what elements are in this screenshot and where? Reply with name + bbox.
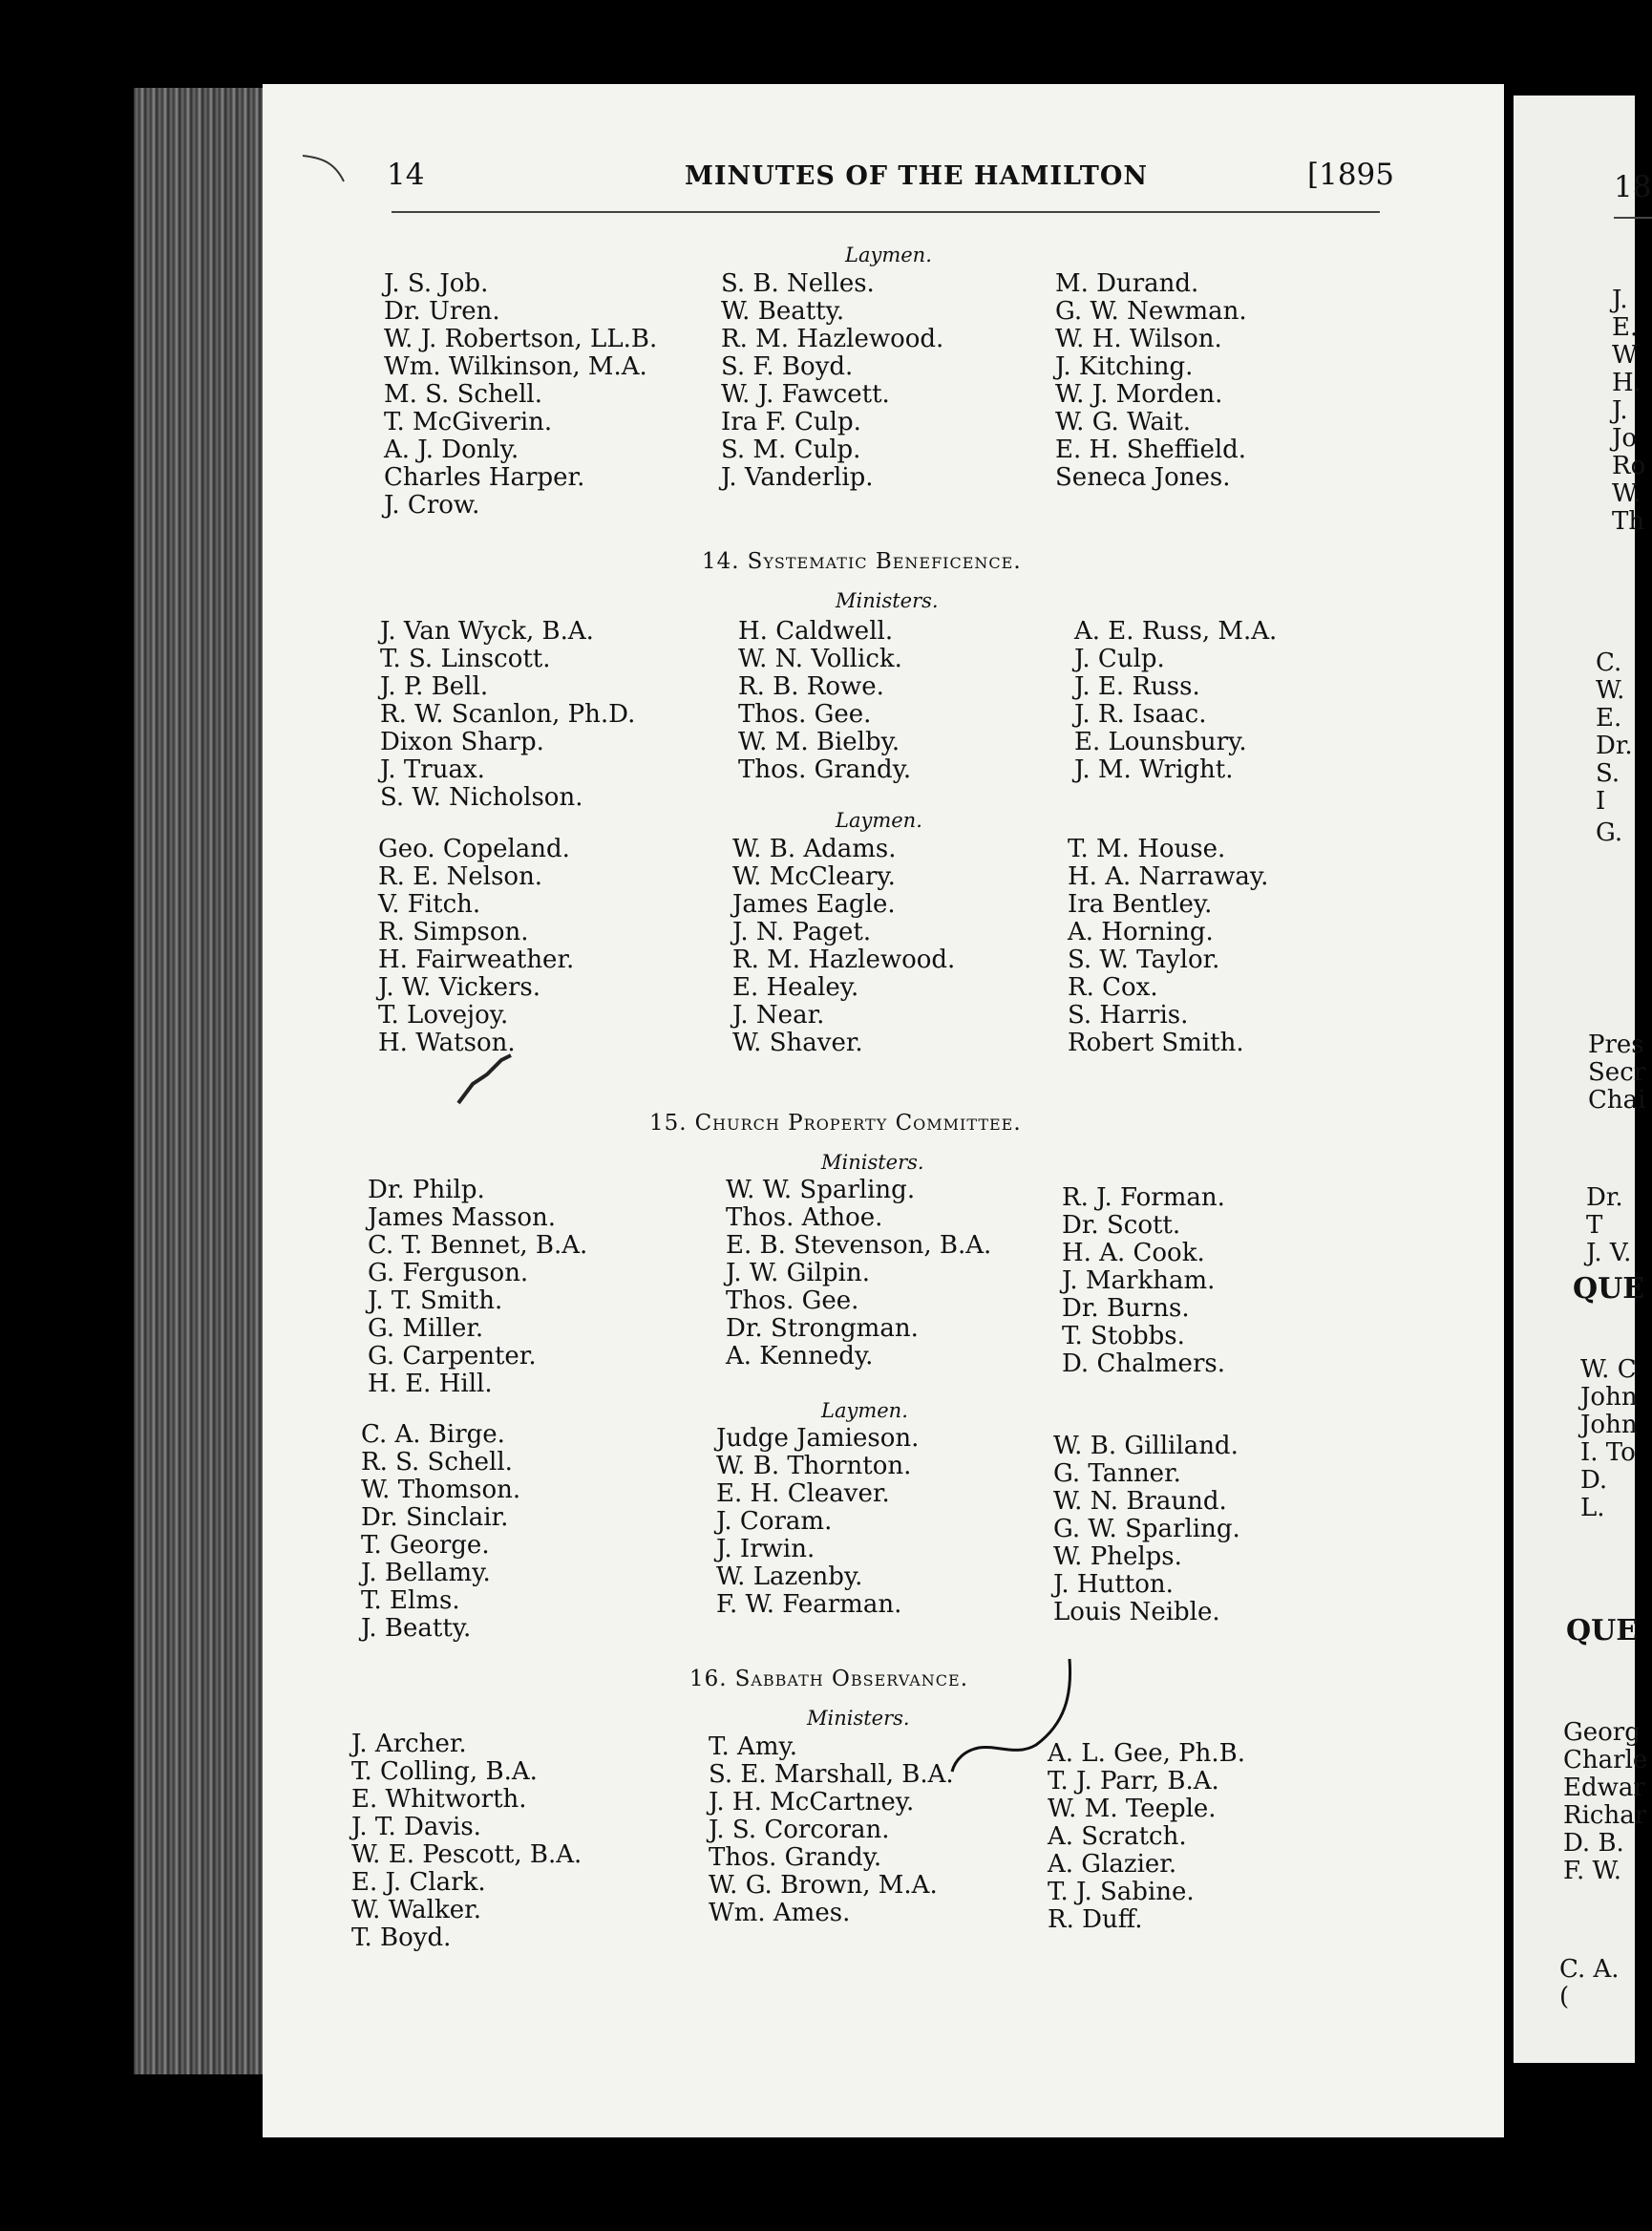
name-entry: Geo. Copeland. (378, 835, 570, 863)
name-entry: G. W. Newman. (1055, 297, 1247, 326)
fragment: Pres (1588, 1031, 1644, 1059)
adjacent-heading-2: QUE (1566, 1614, 1639, 1647)
name-entry: T. McGiverin. (384, 408, 553, 436)
book-page-edges (134, 88, 267, 2074)
section-title: Systematic Beneficence. (747, 549, 1022, 574)
s14-laymen-col2 (732, 836, 955, 1057)
name-entry: W. G. Wait. (1055, 408, 1192, 436)
s15-ministers-col3 (1062, 1184, 1225, 1378)
name-entry: S. M. Culp. (721, 436, 861, 464)
name-entry: W. McCleary. (732, 862, 896, 891)
name-entry: J. Culp. (1074, 645, 1165, 673)
name-entry: S. W. Nicholson. (380, 783, 583, 812)
name-entry: A. Scratch. (1048, 1822, 1187, 1851)
name-entry: A. J. Donly. (384, 436, 519, 464)
name-entry: T. J. Sabine. (1048, 1878, 1195, 1906)
name-entry: J. H. McCartney. (709, 1788, 915, 1817)
name-entry: W. M. Bielby. (738, 728, 900, 756)
adjacent-block-e (1580, 1356, 1638, 1522)
adjacent-block-d (1586, 1184, 1635, 1267)
name-entry: Ira F. Culp. (721, 408, 861, 436)
name-entry: R. M. Hazlewood. (732, 946, 956, 974)
fragment: J. (1612, 286, 1628, 314)
fragment: J. V. (1586, 1239, 1632, 1267)
name-entry: W. B. Adams. (732, 835, 897, 863)
name-entry: J. Hutton. (1053, 1570, 1174, 1599)
section-number: 16. (689, 1667, 728, 1691)
name-entry: T. Colling, B.A. (351, 1757, 538, 1786)
name-entry: H. Fairweather. (378, 946, 575, 974)
fragment: Richar (1563, 1801, 1647, 1830)
fragment: Th (1612, 507, 1645, 536)
page-number: 14 (387, 158, 425, 192)
name-entry: Judge Jamieson. (716, 1424, 920, 1453)
s15-ministers-col2 (726, 1177, 991, 1370)
name-entry: W. J. Robertson, LL.B. (384, 325, 658, 353)
name-entry: J. Beatty. (361, 1614, 472, 1643)
name-entry: R. M. Hazlewood. (721, 325, 944, 353)
fragment: W. (1612, 479, 1641, 508)
name-entry: E. H. Sheffield. (1055, 436, 1247, 464)
s15-laymen-col3 (1053, 1433, 1240, 1626)
name-entry: J. Van Wyck, B.A. (380, 617, 594, 646)
name-entry: W. B. Gilliland. (1053, 1432, 1239, 1460)
name-entry: T. Elms. (361, 1586, 460, 1615)
name-entry: E. Healey. (732, 973, 859, 1002)
section-number: 15. (649, 1111, 688, 1136)
adjacent-block-f (1563, 1719, 1647, 1885)
name-entry: T. J. Parr, B.A. (1048, 1767, 1219, 1795)
name-entry: J. Near. (732, 1001, 825, 1030)
fragment: F. W. (1563, 1857, 1621, 1885)
name-entry: G. Miller. (368, 1314, 484, 1343)
fragment: Dr. (1596, 732, 1633, 760)
block13-col3 (1055, 270, 1247, 492)
adjacent-block-a (1612, 287, 1645, 536)
name-entry: H. Caldwell. (738, 617, 894, 646)
adjacent-block-c (1588, 1031, 1645, 1115)
name-entry: C. T. Bennet, B.A. (368, 1231, 588, 1260)
name-entry: Ira Bentley. (1068, 890, 1213, 919)
fragment: S. I (1596, 759, 1620, 816)
name-entry: G. Ferguson. (368, 1259, 529, 1287)
name-entry: W. M. Teeple. (1048, 1795, 1217, 1823)
name-entry: T. M. House. (1068, 835, 1226, 863)
fragment: C. (1596, 648, 1622, 677)
fragment: Georg (1563, 1718, 1641, 1747)
name-entry: V. Fitch. (378, 890, 481, 919)
section-number: 14. (702, 549, 740, 574)
name-entry: J. E. Russ. (1074, 672, 1200, 701)
s15-ministers-col1 (368, 1177, 587, 1398)
name-entry: J. P. Bell. (380, 672, 489, 701)
name-entry: D. Chalmers. (1062, 1349, 1225, 1378)
name-entry: W. Walker. (351, 1896, 481, 1924)
name-entry: W. W. Sparling. (726, 1176, 916, 1204)
name-entry: R. S. Schell. (361, 1448, 513, 1477)
name-entry: J. R. Isaac. (1074, 700, 1207, 729)
name-entry: J. N. Paget. (732, 918, 872, 946)
name-entry: H. A. Cook. (1062, 1239, 1205, 1267)
block13-col1 (384, 270, 657, 520)
adjacent-last-line: C. A. ( (1559, 1955, 1620, 2011)
page-title: MINUTES OF THE HAMILTON (685, 161, 1149, 191)
name-entry: J. S. Corcoran. (709, 1816, 890, 1844)
name-entry: R. W. Scanlon, Ph.D. (380, 700, 636, 729)
fragment: Dr. T (1586, 1183, 1623, 1240)
name-entry: T. S. Linscott. (380, 645, 551, 673)
name-entry: M. Durand. (1055, 269, 1199, 298)
name-entry: Louis Neible. (1053, 1598, 1220, 1626)
fragment: Chai (1588, 1086, 1646, 1115)
s14-ministers-col1 (380, 618, 635, 812)
fragment: John (1580, 1411, 1638, 1439)
name-entry: A. L. Gee, Ph.B. (1048, 1739, 1246, 1768)
name-entry: T. Stobbs. (1062, 1322, 1185, 1350)
name-entry: H. E. Hill. (368, 1370, 493, 1398)
fragment: John (1580, 1383, 1638, 1412)
laymen-label: Laymen. (836, 809, 922, 832)
name-entry: R. Simpson. (378, 918, 529, 946)
name-entry: Wm. Ames. (709, 1899, 851, 1927)
laymen-label: Laymen. (845, 244, 932, 266)
fragment: Charle (1563, 1746, 1648, 1774)
name-entry: J. Coram. (716, 1507, 833, 1536)
name-entry: Dr. Strongman. (726, 1314, 919, 1343)
s14-ministers-col2 (738, 618, 911, 784)
name-entry: W. H. Wilson. (1055, 325, 1222, 353)
name-entry: Dr. Uren. (384, 297, 500, 326)
corner-mark-decoration (301, 148, 349, 186)
name-entry: Dr. Sinclair. (361, 1503, 509, 1532)
block13-col2 (721, 270, 943, 492)
fragment: E. (1596, 704, 1622, 733)
s16-ministers-col1 (351, 1731, 582, 1952)
name-entry: Thos. Gee. (726, 1286, 859, 1315)
name-entry: W. N. Vollick. (738, 645, 902, 673)
adjacent-block-b (1596, 649, 1635, 816)
section-15-heading (649, 1111, 1022, 1136)
name-entry: J. Markham. (1062, 1266, 1216, 1295)
laymen-label: Laymen. (821, 1399, 908, 1422)
s15-laymen-col1 (361, 1421, 520, 1643)
pen-mark-decoration (941, 1657, 1079, 1776)
name-entry: W. E. Pescott, B.A. (351, 1840, 582, 1869)
name-entry: R. Cox. (1068, 973, 1158, 1002)
name-entry: S. F. Boyd. (721, 352, 854, 381)
name-entry: A. Horning. (1068, 918, 1214, 946)
s14-laymen-col3 (1068, 836, 1268, 1057)
name-entry: James Eagle. (732, 890, 896, 919)
name-entry: H. Watson. (378, 1029, 516, 1057)
name-entry: Dr. Burns. (1062, 1294, 1190, 1323)
name-entry: S. Harris. (1068, 1001, 1189, 1030)
name-entry: Thos. Athoe. (726, 1203, 883, 1232)
section-title: Sabbath Observance. (734, 1667, 969, 1691)
name-entry: J. Bellamy. (361, 1559, 491, 1587)
adjacent-page (1514, 96, 1652, 2063)
name-entry: E. Lounsbury. (1074, 728, 1247, 756)
name-entry: H. A. Narraway. (1068, 862, 1269, 891)
name-entry: G. Carpenter. (368, 1342, 537, 1370)
page-year: [1895 (1307, 158, 1394, 192)
fragment: Jo (1612, 424, 1638, 453)
ministers-label: Ministers. (821, 1151, 924, 1174)
name-entry: J. Archer. (351, 1730, 467, 1758)
name-entry: W. Beatty. (721, 297, 845, 326)
page-header (387, 158, 1394, 202)
name-entry: A. Glazier. (1048, 1850, 1177, 1879)
fragment: D. B. (1563, 1829, 1624, 1858)
name-entry: Dixon Sharp. (380, 728, 544, 756)
name-entry: E. J. Clark. (351, 1868, 486, 1897)
name-entry: G. Tanner. (1053, 1459, 1181, 1488)
ministers-label: Ministers. (807, 1707, 910, 1730)
name-entry: F. W. Fearman. (716, 1590, 902, 1619)
header-rule (392, 211, 1380, 213)
name-entry: E. H. Cleaver. (716, 1479, 890, 1508)
name-entry: R. J. Forman. (1062, 1183, 1225, 1212)
name-entry: T. Lovejoy. (378, 1001, 509, 1030)
name-entry: E. B. Stevenson, B.A. (726, 1231, 992, 1260)
name-entry: J. Truax. (380, 755, 485, 784)
name-entry: W. N. Braund. (1053, 1487, 1227, 1516)
name-entry: E. Whitworth. (351, 1785, 527, 1814)
fragment: Ro (1612, 452, 1646, 480)
section-title: Church Property Committee. (694, 1111, 1022, 1136)
fragment: I. To (1580, 1438, 1636, 1467)
name-entry: W. G. Brown, M.A. (709, 1871, 938, 1900)
fragment: W (1612, 341, 1638, 370)
name-entry: J. Irwin. (716, 1535, 815, 1563)
name-entry: J. T. Smith. (368, 1286, 503, 1315)
adjacent-page-number: 18 (1614, 170, 1652, 204)
name-entry: A. E. Russ, M.A. (1074, 617, 1278, 646)
name-entry: Seneca Jones. (1055, 463, 1231, 492)
name-entry: Charles Harper. (384, 463, 585, 492)
name-entry: S. W. Taylor. (1068, 946, 1220, 974)
adjacent-header-rule (1614, 217, 1652, 219)
s15-laymen-col2 (716, 1425, 919, 1619)
fragment: E. (1612, 313, 1639, 342)
ministers-label: Ministers. (836, 589, 939, 612)
name-entry: C. A. Birge. (361, 1420, 505, 1449)
name-entry: R. Duff. (1048, 1905, 1143, 1934)
name-entry: Thos. Grandy. (738, 755, 912, 784)
name-entry: S. B. Nelles. (721, 269, 875, 298)
section-14-heading (702, 549, 1022, 574)
name-entry: G. W. Sparling. (1053, 1515, 1240, 1543)
name-entry: J. S. Job. (384, 269, 489, 298)
name-entry: J. Crow. (384, 491, 480, 520)
fragment: D. L. (1580, 1466, 1608, 1522)
fragment: H. (1612, 369, 1641, 397)
name-entry: W. J. Fawcett. (721, 380, 890, 409)
fragment: Edwar (1563, 1774, 1645, 1802)
name-entry: W. Shaver. (732, 1029, 863, 1057)
name-entry: A. Kennedy. (726, 1342, 874, 1370)
name-entry: W. Lazenby. (716, 1562, 863, 1591)
adjacent-g-line: G. (1596, 818, 1623, 847)
adjacent-heading-1: QUE (1573, 1272, 1645, 1306)
section-16-heading (689, 1667, 968, 1691)
fragment: Secr (1588, 1058, 1646, 1087)
name-entry: J. W. Gilpin. (726, 1259, 871, 1287)
fragment: J. (1612, 396, 1628, 425)
name-entry: Thos. Grandy. (709, 1843, 882, 1872)
name-entry: J. Vanderlip. (721, 463, 874, 492)
fragment: W. C (1580, 1355, 1637, 1384)
name-entry: R. E. Nelson. (378, 862, 543, 891)
name-entry: Thos. Gee. (738, 700, 872, 729)
name-entry: J. Kitching. (1055, 352, 1194, 381)
name-entry: T. Boyd. (351, 1923, 452, 1952)
fragment: W. (1596, 676, 1625, 705)
name-entry: W. B. Thornton. (716, 1452, 912, 1480)
name-entry: W. Thomson. (361, 1476, 521, 1504)
s14-ministers-col3 (1074, 618, 1277, 784)
name-entry: J. M. Wright. (1074, 755, 1234, 784)
name-entry: Robert Smith. (1068, 1029, 1244, 1057)
name-entry: J. T. Davis. (351, 1813, 481, 1841)
s16-ministers-col2 (709, 1733, 954, 1927)
name-entry: J. W. Vickers. (378, 973, 541, 1002)
name-entry: T. Amy. (709, 1732, 797, 1761)
name-entry: M. S. Schell. (384, 380, 542, 409)
name-entry: W. J. Morden. (1055, 380, 1223, 409)
name-entry: Dr. Scott. (1062, 1211, 1181, 1240)
name-entry: S. E. Marshall, B.A. (709, 1760, 954, 1789)
name-entry: Wm. Wilkinson, M.A. (384, 352, 647, 381)
name-entry: James Masson. (368, 1203, 557, 1232)
name-entry: W. Phelps. (1053, 1542, 1182, 1571)
name-entry: R. B. Rowe. (738, 672, 884, 701)
name-entry: Dr. Philp. (368, 1176, 485, 1204)
ink-blot-decoration (454, 1051, 520, 1108)
s14-laymen-col1 (378, 836, 574, 1057)
name-entry: T. George. (361, 1531, 490, 1560)
